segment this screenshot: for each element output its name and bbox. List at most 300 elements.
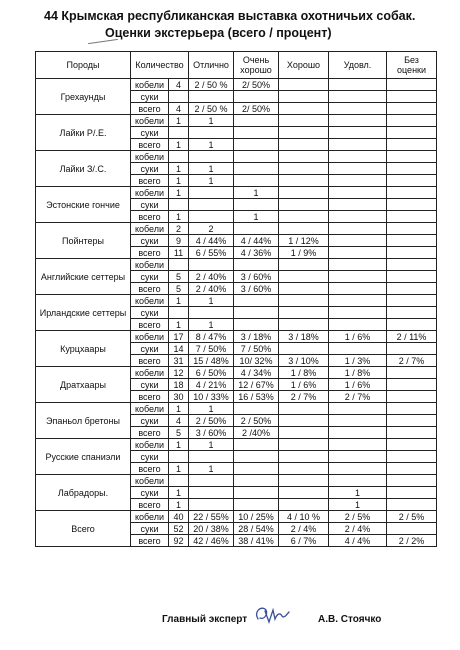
cell-very-good: 4 / 44% (234, 235, 279, 247)
cell-satisfactory (329, 139, 387, 151)
cell-very-good (234, 223, 279, 235)
cell-very-good (234, 91, 279, 103)
cell-very-good (234, 319, 279, 331)
cell-excellent: 2 / 50% (189, 415, 234, 427)
cell-satisfactory (329, 115, 387, 127)
cell-sex: суки (131, 523, 169, 535)
cell-excellent: 1 (189, 139, 234, 151)
cell-excellent (189, 187, 234, 199)
cell-no-score (387, 259, 437, 271)
cell-good: 2 / 7% (279, 391, 329, 403)
cell-count: 1 (169, 211, 189, 223)
cell-very-good: 2/ 50% (234, 79, 279, 91)
cell-good (279, 115, 329, 127)
cell-count: 1 (169, 499, 189, 511)
cell-satisfactory: 1 / 6% (329, 331, 387, 343)
cell-very-good (234, 175, 279, 187)
cell-sex: кобели (131, 151, 169, 163)
cell-good (279, 439, 329, 451)
cell-sex: кобели (131, 259, 169, 271)
cell-satisfactory: 2 / 4% (329, 523, 387, 535)
table-row (36, 295, 437, 307)
table-row (36, 331, 437, 343)
cell-very-good (234, 139, 279, 151)
cell-good: 1 / 8% (279, 367, 329, 379)
cell-sex: суки (131, 415, 169, 427)
cell-good (279, 295, 329, 307)
cell-very-good (234, 115, 279, 127)
cell-excellent (189, 91, 234, 103)
cell-good (279, 151, 329, 163)
cell-very-good (234, 499, 279, 511)
cell-very-good: 7 / 50% (234, 343, 279, 355)
cell-no-score (387, 307, 437, 319)
cell-good: 1 / 12% (279, 235, 329, 247)
cell-satisfactory: 1 / 3% (329, 355, 387, 367)
cell-sex: всего (131, 103, 169, 115)
cell-count: 5 (169, 427, 189, 439)
cell-no-score (387, 403, 437, 415)
cell-satisfactory: 2 / 7% (329, 391, 387, 403)
cell-count: 4 (169, 79, 189, 91)
cell-sex: кобели (131, 475, 169, 487)
cell-good (279, 175, 329, 187)
cell-very-good: 1 (234, 187, 279, 199)
cell-sex: всего (131, 427, 169, 439)
cell-sex: всего (131, 211, 169, 223)
cell-satisfactory (329, 211, 387, 223)
cell-excellent (189, 259, 234, 271)
cell-sex: суки (131, 379, 169, 391)
cell-no-score: 2 / 11% (387, 331, 437, 343)
cell-satisfactory (329, 91, 387, 103)
cell-no-score: 2 / 7% (387, 355, 437, 367)
cell-no-score (387, 211, 437, 223)
cell-very-good (234, 199, 279, 211)
breed-name: Курцхаары (36, 331, 131, 367)
cell-good (279, 463, 329, 475)
cell-no-score (387, 451, 437, 463)
cell-count (169, 259, 189, 271)
cell-very-good: 2 / 50% (234, 415, 279, 427)
cell-sex: кобели (131, 223, 169, 235)
cell-no-score (387, 163, 437, 175)
cell-excellent: 2 / 40% (189, 271, 234, 283)
cell-excellent: 6 / 50% (189, 367, 234, 379)
cell-sex: суки (131, 235, 169, 247)
cell-excellent: 2 / 50 % (189, 79, 234, 91)
cell-sex: всего (131, 463, 169, 475)
table-row (36, 115, 437, 127)
cell-no-score (387, 103, 437, 115)
cell-good (279, 127, 329, 139)
cell-count: 1 (169, 463, 189, 475)
cell-no-score (387, 115, 437, 127)
cell-good: 1 / 9% (279, 247, 329, 259)
cell-very-good: 2 /40% (234, 427, 279, 439)
cell-excellent: 4 / 21% (189, 379, 234, 391)
cell-excellent: 1 (189, 175, 234, 187)
cell-excellent: 1 (189, 403, 234, 415)
cell-count (169, 199, 189, 211)
cell-very-good: 3 / 60% (234, 283, 279, 295)
cell-sex: всего (131, 247, 169, 259)
cell-very-good (234, 163, 279, 175)
cell-satisfactory (329, 451, 387, 463)
cell-satisfactory: 1 / 6% (329, 379, 387, 391)
cell-satisfactory: 1 (329, 487, 387, 499)
cell-sex: суки (131, 163, 169, 175)
cell-good (279, 223, 329, 235)
table-row (36, 475, 437, 487)
cell-no-score (387, 235, 437, 247)
cell-satisfactory (329, 151, 387, 163)
cell-no-score (387, 127, 437, 139)
cell-sex: суки (131, 451, 169, 463)
header-breed: Породы (36, 52, 131, 79)
cell-no-score (387, 91, 437, 103)
cell-satisfactory: 4 / 4% (329, 535, 387, 547)
cell-very-good: 2/ 50% (234, 103, 279, 115)
cell-satisfactory: 2 / 5% (329, 511, 387, 523)
cell-very-good (234, 259, 279, 271)
cell-good (279, 475, 329, 487)
breed-name: Лабрадоры. (36, 475, 131, 511)
cell-count: 9 (169, 235, 189, 247)
cell-count: 1 (169, 403, 189, 415)
table-row (36, 259, 437, 271)
cell-count: 17 (169, 331, 189, 343)
cell-no-score (387, 247, 437, 259)
cell-satisfactory (329, 79, 387, 91)
cell-satisfactory (329, 475, 387, 487)
cell-sex: кобели (131, 187, 169, 199)
cell-sex: кобели (131, 331, 169, 343)
cell-excellent: 1 (189, 439, 234, 451)
cell-no-score (387, 523, 437, 535)
cell-count (169, 91, 189, 103)
cell-satisfactory (329, 127, 387, 139)
footer-role: Главный эксперт (162, 614, 248, 625)
cell-count: 1 (169, 175, 189, 187)
cell-satisfactory (329, 235, 387, 247)
cell-no-score (387, 487, 437, 499)
cell-excellent: 2 / 50 % (189, 103, 234, 115)
cell-excellent: 15 / 48% (189, 355, 234, 367)
cell-no-score (387, 367, 437, 379)
breed-name: Пойнтеры (36, 223, 131, 259)
cell-very-good: 3 / 60% (234, 271, 279, 283)
cell-count: 5 (169, 271, 189, 283)
header-no-score-line2: оценки (397, 65, 426, 75)
cell-excellent (189, 199, 234, 211)
cell-excellent: 2 / 40% (189, 283, 234, 295)
cell-good: 2 / 4% (279, 523, 329, 535)
cell-sex: суки (131, 127, 169, 139)
cell-count (169, 127, 189, 139)
cell-good (279, 415, 329, 427)
header-very-good (234, 52, 279, 79)
cell-very-good (234, 403, 279, 415)
cell-good (279, 499, 329, 511)
cell-count: 92 (169, 535, 189, 547)
cell-excellent: 3 / 60% (189, 427, 234, 439)
cell-no-score (387, 391, 437, 403)
cell-no-score (387, 415, 437, 427)
cell-sex: всего (131, 139, 169, 151)
cell-no-score (387, 151, 437, 163)
cell-sex: всего (131, 175, 169, 187)
cell-satisfactory (329, 343, 387, 355)
cell-good (279, 199, 329, 211)
breed-name: Ирландские сеттеры (36, 295, 131, 331)
cell-good (279, 307, 329, 319)
signature (252, 603, 296, 627)
cell-no-score (387, 475, 437, 487)
cell-satisfactory (329, 463, 387, 475)
cell-good (279, 283, 329, 295)
cell-excellent: 10 / 33% (189, 391, 234, 403)
cell-no-score (387, 139, 437, 151)
cell-very-good: 10 / 25% (234, 511, 279, 523)
header-row (36, 52, 437, 79)
cell-satisfactory: 1 (329, 499, 387, 511)
table-row (36, 79, 437, 91)
cell-no-score (387, 187, 437, 199)
cell-count (169, 151, 189, 163)
cell-good (279, 91, 329, 103)
cell-excellent (189, 487, 234, 499)
cell-good (279, 163, 329, 175)
header-no-score-line1: Без (404, 55, 419, 65)
cell-good (279, 211, 329, 223)
table-row (36, 151, 437, 163)
cell-sex: суки (131, 199, 169, 211)
breed-name: Всего (36, 511, 131, 547)
cell-satisfactory (329, 319, 387, 331)
cell-good (279, 79, 329, 91)
cell-count: 1 (169, 163, 189, 175)
cell-excellent: 1 (189, 295, 234, 307)
header-very-good-line1: Очень (242, 55, 270, 65)
cell-no-score (387, 79, 437, 91)
header-satisfactory: Удовл. (329, 52, 387, 79)
cell-count: 1 (169, 295, 189, 307)
cell-excellent: 22 / 55% (189, 511, 234, 523)
table-body (36, 79, 437, 547)
cell-good (279, 139, 329, 151)
header-no-score (387, 52, 437, 79)
breed-name: Эпаньол бретоны (36, 403, 131, 439)
cell-count: 30 (169, 391, 189, 403)
cell-count: 1 (169, 187, 189, 199)
cell-excellent: 8 / 47% (189, 331, 234, 343)
cell-sex: кобели (131, 295, 169, 307)
table-row (36, 439, 437, 451)
breed-name: Эстонские гончие (36, 187, 131, 223)
cell-no-score (387, 223, 437, 235)
cell-excellent: 2 (189, 223, 234, 235)
cell-no-score (387, 295, 437, 307)
cell-excellent: 42 / 46% (189, 535, 234, 547)
cell-sex: суки (131, 487, 169, 499)
cell-count (169, 451, 189, 463)
cell-sex: кобели (131, 367, 169, 379)
cell-count: 18 (169, 379, 189, 391)
cell-count (169, 307, 189, 319)
cell-count: 52 (169, 523, 189, 535)
cell-excellent: 1 (189, 163, 234, 175)
cell-sex: кобели (131, 79, 169, 91)
cell-excellent (189, 499, 234, 511)
cell-satisfactory (329, 259, 387, 271)
cell-satisfactory (329, 439, 387, 451)
scores-table (35, 51, 437, 547)
cell-count: 1 (169, 439, 189, 451)
cell-sex: суки (131, 307, 169, 319)
cell-satisfactory (329, 103, 387, 115)
cell-very-good: 10/ 32% (234, 355, 279, 367)
cell-good (279, 451, 329, 463)
cell-satisfactory (329, 271, 387, 283)
cell-count: 31 (169, 355, 189, 367)
cell-sex: суки (131, 91, 169, 103)
cell-excellent (189, 475, 234, 487)
cell-good (279, 343, 329, 355)
cell-very-good: 1 (234, 211, 279, 223)
breed-name: Русские спаниэли (36, 439, 131, 475)
cell-good (279, 259, 329, 271)
cell-good: 3 / 10% (279, 355, 329, 367)
cell-sex: всего (131, 283, 169, 295)
cell-no-score (387, 319, 437, 331)
cell-good (279, 319, 329, 331)
cell-count: 2 (169, 223, 189, 235)
cell-sex: кобели (131, 511, 169, 523)
header-count: Количество (131, 52, 189, 79)
cell-no-score (387, 343, 437, 355)
cell-excellent: 4 / 44% (189, 235, 234, 247)
header-good: Хорошо (279, 52, 329, 79)
cell-good (279, 271, 329, 283)
cell-satisfactory (329, 175, 387, 187)
cell-count (169, 475, 189, 487)
cell-count: 40 (169, 511, 189, 523)
cell-very-good (234, 295, 279, 307)
document-title: 44 Крымская республиканская выставка охотничьих собак. (44, 9, 416, 23)
cell-satisfactory (329, 247, 387, 259)
cell-excellent (189, 451, 234, 463)
cell-very-good (234, 439, 279, 451)
cell-excellent (189, 307, 234, 319)
cell-count: 1 (169, 319, 189, 331)
cell-count: 1 (169, 487, 189, 499)
cell-sex: всего (131, 499, 169, 511)
cell-no-score: 2 / 2% (387, 535, 437, 547)
cell-satisfactory (329, 295, 387, 307)
cell-good: 3 / 18% (279, 331, 329, 343)
cell-excellent (189, 127, 234, 139)
cell-sex: всего (131, 355, 169, 367)
cell-very-good (234, 451, 279, 463)
breed-name: Лайки Р/.Е. (36, 115, 131, 151)
table-row (36, 187, 437, 199)
cell-sex: кобели (131, 439, 169, 451)
cell-count: 14 (169, 343, 189, 355)
cell-satisfactory (329, 283, 387, 295)
cell-satisfactory (329, 163, 387, 175)
breed-name: Грехаунды (36, 79, 131, 115)
table-row (36, 511, 437, 523)
cell-very-good: 3 / 18% (234, 331, 279, 343)
cell-excellent: 1 (189, 463, 234, 475)
cell-sex: суки (131, 343, 169, 355)
cell-no-score (387, 439, 437, 451)
cell-count: 12 (169, 367, 189, 379)
cell-no-score (387, 175, 437, 187)
cell-very-good: 4 / 34% (234, 367, 279, 379)
cell-very-good (234, 487, 279, 499)
table-row (36, 367, 437, 379)
cell-good (279, 487, 329, 499)
cell-satisfactory (329, 403, 387, 415)
cell-very-good: 28 / 54% (234, 523, 279, 535)
cell-satisfactory (329, 415, 387, 427)
cell-count: 4 (169, 415, 189, 427)
cell-good: 6 / 7% (279, 535, 329, 547)
breed-name: Английские сеттеры (36, 259, 131, 295)
cell-no-score (387, 199, 437, 211)
cell-good (279, 187, 329, 199)
cell-satisfactory (329, 223, 387, 235)
table-row (36, 403, 437, 415)
cell-sex: всего (131, 535, 169, 547)
cell-sex: кобели (131, 115, 169, 127)
breed-name: Лайки З/.С. (36, 151, 131, 187)
cell-excellent: 1 (189, 115, 234, 127)
cell-satisfactory (329, 307, 387, 319)
table-row (36, 223, 437, 235)
cell-no-score: 2 / 5% (387, 511, 437, 523)
cell-no-score (387, 427, 437, 439)
cell-count: 11 (169, 247, 189, 259)
cell-good (279, 427, 329, 439)
cell-satisfactory (329, 427, 387, 439)
cell-excellent: 1 (189, 319, 234, 331)
cell-no-score (387, 283, 437, 295)
cell-very-good: 4 / 36% (234, 247, 279, 259)
cell-good: 4 / 10 % (279, 511, 329, 523)
cell-satisfactory (329, 187, 387, 199)
cell-very-good (234, 463, 279, 475)
cell-very-good (234, 127, 279, 139)
cell-excellent: 7 / 50% (189, 343, 234, 355)
cell-satisfactory: 1 / 8% (329, 367, 387, 379)
cell-very-good: 12 / 67% (234, 379, 279, 391)
cell-sex: всего (131, 391, 169, 403)
cell-sex: суки (131, 271, 169, 283)
cell-good (279, 103, 329, 115)
cell-no-score (387, 499, 437, 511)
cell-satisfactory (329, 199, 387, 211)
cell-count: 5 (169, 283, 189, 295)
cell-excellent: 20 / 38% (189, 523, 234, 535)
cell-no-score (387, 271, 437, 283)
header-very-good-line2: хорошо (240, 65, 272, 75)
cell-count: 1 (169, 139, 189, 151)
cell-excellent: 6 / 55% (189, 247, 234, 259)
footer-expert-name: А.В. Стоячко (318, 614, 382, 625)
